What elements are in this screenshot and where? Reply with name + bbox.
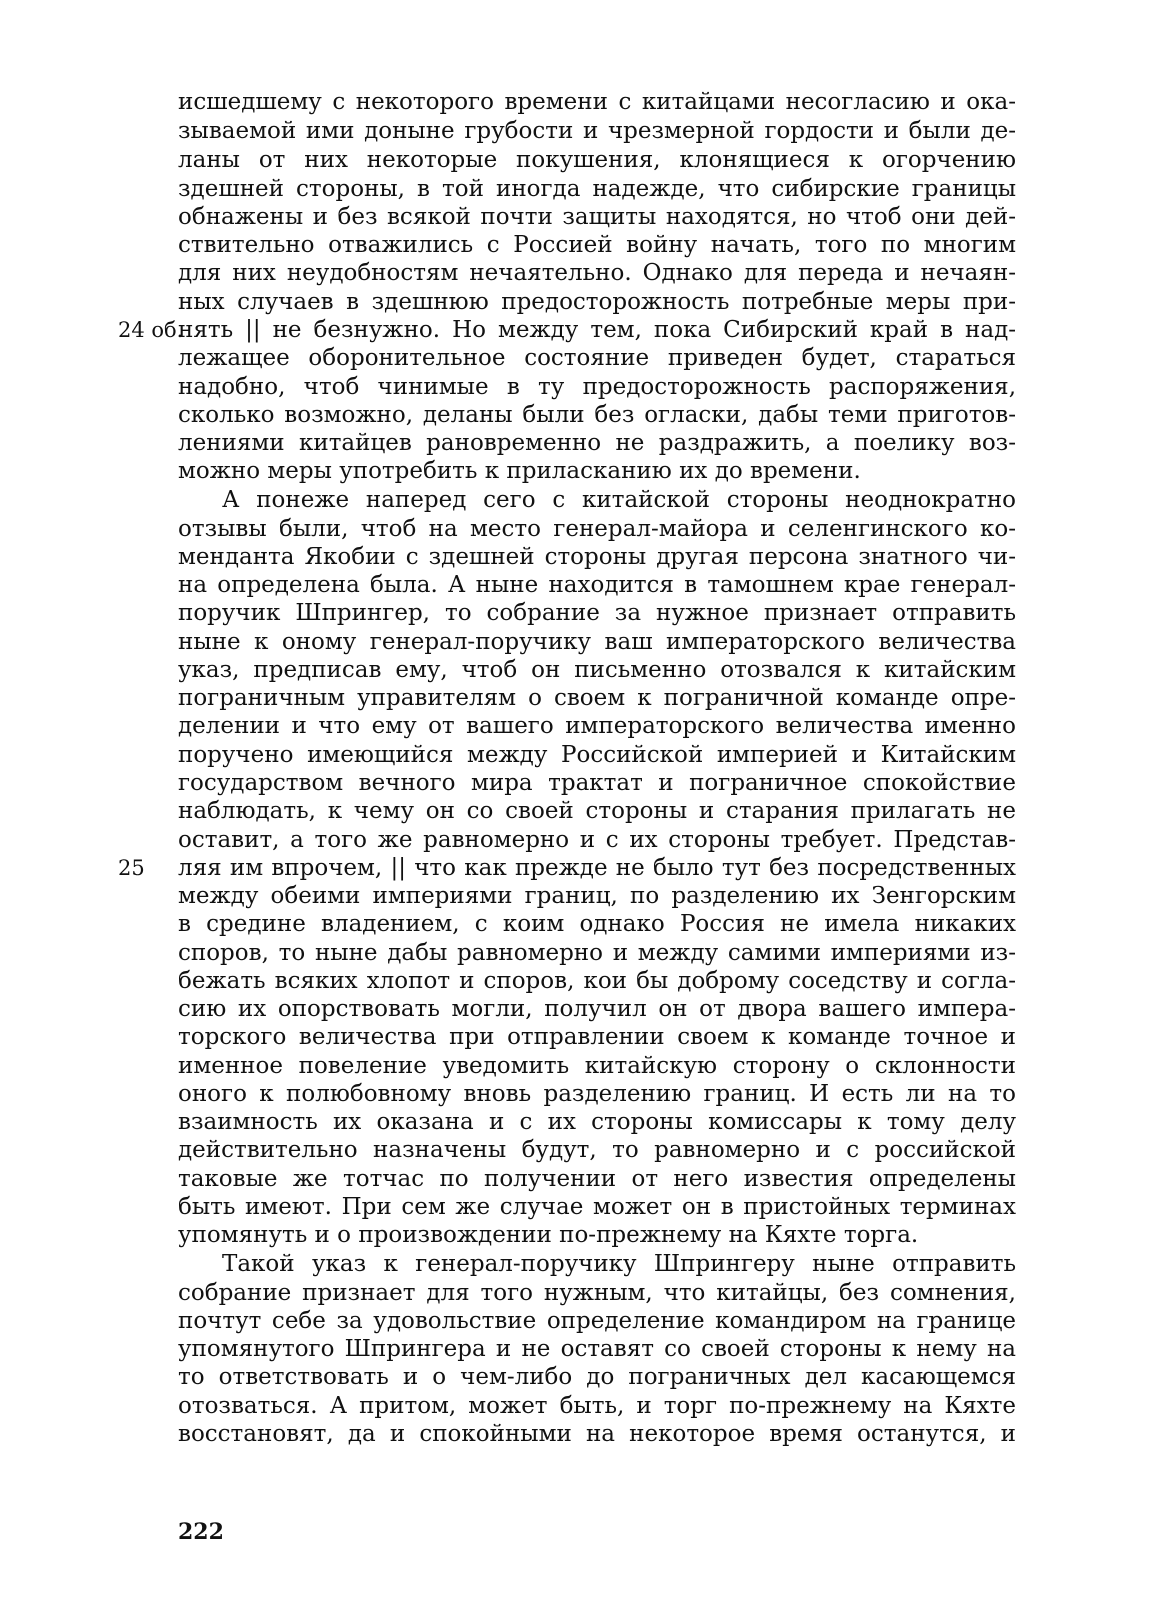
text-line: таковые же тотчас по получении от него известия определены — [178, 1166, 1016, 1192]
text-line: почтут себе за удовольствие определение командиром на границе — [178, 1308, 1016, 1334]
text-line: между обеими империями границ, по разделению их Зенгорским — [178, 883, 1016, 909]
text-line: ланы от них некоторые покушения, клонящиеся к огорчению — [178, 147, 1016, 173]
text-line: отзывы были, чтоб на место генерал-майора и селенгинского ко- — [178, 516, 1016, 542]
text-line: отозваться. А притом, может быть, и торг по-прежнему на Кяхте — [178, 1393, 1016, 1419]
text-line: указ, предписав ему, чтоб он письменно отозвался к китайским — [178, 657, 1016, 683]
text-line: зываемой ими доныне грубости и чрезмерной гордости и были де- — [178, 118, 1016, 144]
text-line: взаимность их оказана и с их стороны комиссары к тому делу — [178, 1109, 1016, 1135]
text-line: действительно назначены будут, то равномерно и с российской — [178, 1137, 1016, 1163]
text-line: менданта Якобии с здешней стороны другая персона знатного чи- — [178, 544, 1016, 570]
text-line: ных случаев в здешнюю предосторожность потребные меры при- — [178, 289, 1016, 315]
text-line: именное повеление уведомить китайскую сторону о склонности — [178, 1053, 1016, 1079]
text-line: исшедшему с некоторого времени с китайцами несогласию и ока- — [178, 89, 1016, 115]
text-line: пограничным управителям о своем к пограничной команде опре- — [178, 685, 1016, 711]
text-line: споров, то ныне дабы равномерно и между самими империями из- — [178, 940, 1016, 966]
text-line: ляя им впрочем, || что как прежде не было тут без посредственных — [178, 855, 1016, 881]
text-line: торского величества при отправлении своем к команде точное и — [178, 1024, 1016, 1050]
text-line: сию их опорствовать могли, получил он от двора вашего импера- — [178, 996, 1016, 1022]
margin-folio-note: 25 — [118, 856, 145, 880]
text-line: быть имеют. При сем же случае может он в пристойных терминах — [178, 1194, 1016, 1220]
text-line: нять || не безнужно. Но между тем, пока Сибирский край в над- — [178, 317, 1016, 343]
text-line: упомянутого Шпрингера и не оставят со своей стороны к нему на — [178, 1336, 1016, 1362]
text-line: на определена была. А ныне находится в тамошнем крае генерал- — [178, 572, 1016, 598]
text-line: для них неудобностям нечаятельно. Однако для переда и нечаян- — [178, 260, 1016, 286]
margin-folio-note: 24 об. — [118, 318, 184, 342]
paragraph-start-line: Такой указ к генерал-поручику Шпрингеру ныне отправить — [222, 1251, 1016, 1277]
text-line: государством вечного мира трактат и пограничное спокойствие — [178, 770, 1016, 796]
page-number: 222 — [178, 1519, 224, 1545]
text-line: сколько возможно, деланы были без огласки, дабы теми приготов- — [178, 402, 1016, 428]
text-line: оставит, а того же равномерно и с их стороны требует. Представ- — [178, 827, 1016, 853]
text-line: ныне к оному генерал-поручику ваш императорского величества — [178, 629, 1016, 655]
text-line: то ответствовать и о чем-либо до пограничных дел касающемся — [178, 1364, 1016, 1390]
text-line: надобно, чтоб чинимые в ту предосторожность распоряжения, — [178, 374, 1016, 400]
text-line: упомянуть и о произвождении по-прежнему на Кяхте торга. — [178, 1222, 919, 1248]
text-line: поручено имеющийся между Российской империей и Китайским — [178, 742, 1016, 768]
text-line: делении и что ему от вашего императорского величества именно — [178, 713, 1016, 739]
text-line: поручик Шпрингер, то собрание за нужное признает отправить — [178, 600, 1016, 626]
text-line: можно меры употребить к приласканию их до времени. — [178, 458, 861, 484]
text-line: лежащее оборонительное состояние приведен будет, стараться — [178, 345, 1016, 371]
text-line: здешней стороны, в той иногда надежде, что сибирские границы — [178, 176, 1016, 202]
text-line: собрание признает для того нужным, что китайцы, без сомнения, — [178, 1280, 1016, 1306]
text-line: наблюдать, к чему он со своей стороны и старания прилагать не — [178, 798, 1016, 824]
text-line: восстановят, да и спокойными на некоторое время останутся, и — [178, 1421, 1016, 1447]
text-line: ствительно отважились с Россией войну начать, того по многим — [178, 232, 1016, 258]
text-line: лениями китайцев рановременно не раздражить, а поелику воз- — [178, 430, 1016, 456]
text-line: обнажены и без всякой почти защиты находятся, но чтоб они дей- — [178, 204, 1016, 230]
text-line: в средине владением, с коим однако Россия не имела никаких — [178, 911, 1016, 937]
text-line: оного к полюбовному вновь разделению границ. И есть ли на то — [178, 1081, 1016, 1107]
paragraph-start-line: А понеже наперед сего с китайской стороны неоднократно — [222, 487, 1016, 513]
text-line: бежать всяких хлопот и споров, кои бы доброму соседству и согла- — [178, 968, 1016, 994]
